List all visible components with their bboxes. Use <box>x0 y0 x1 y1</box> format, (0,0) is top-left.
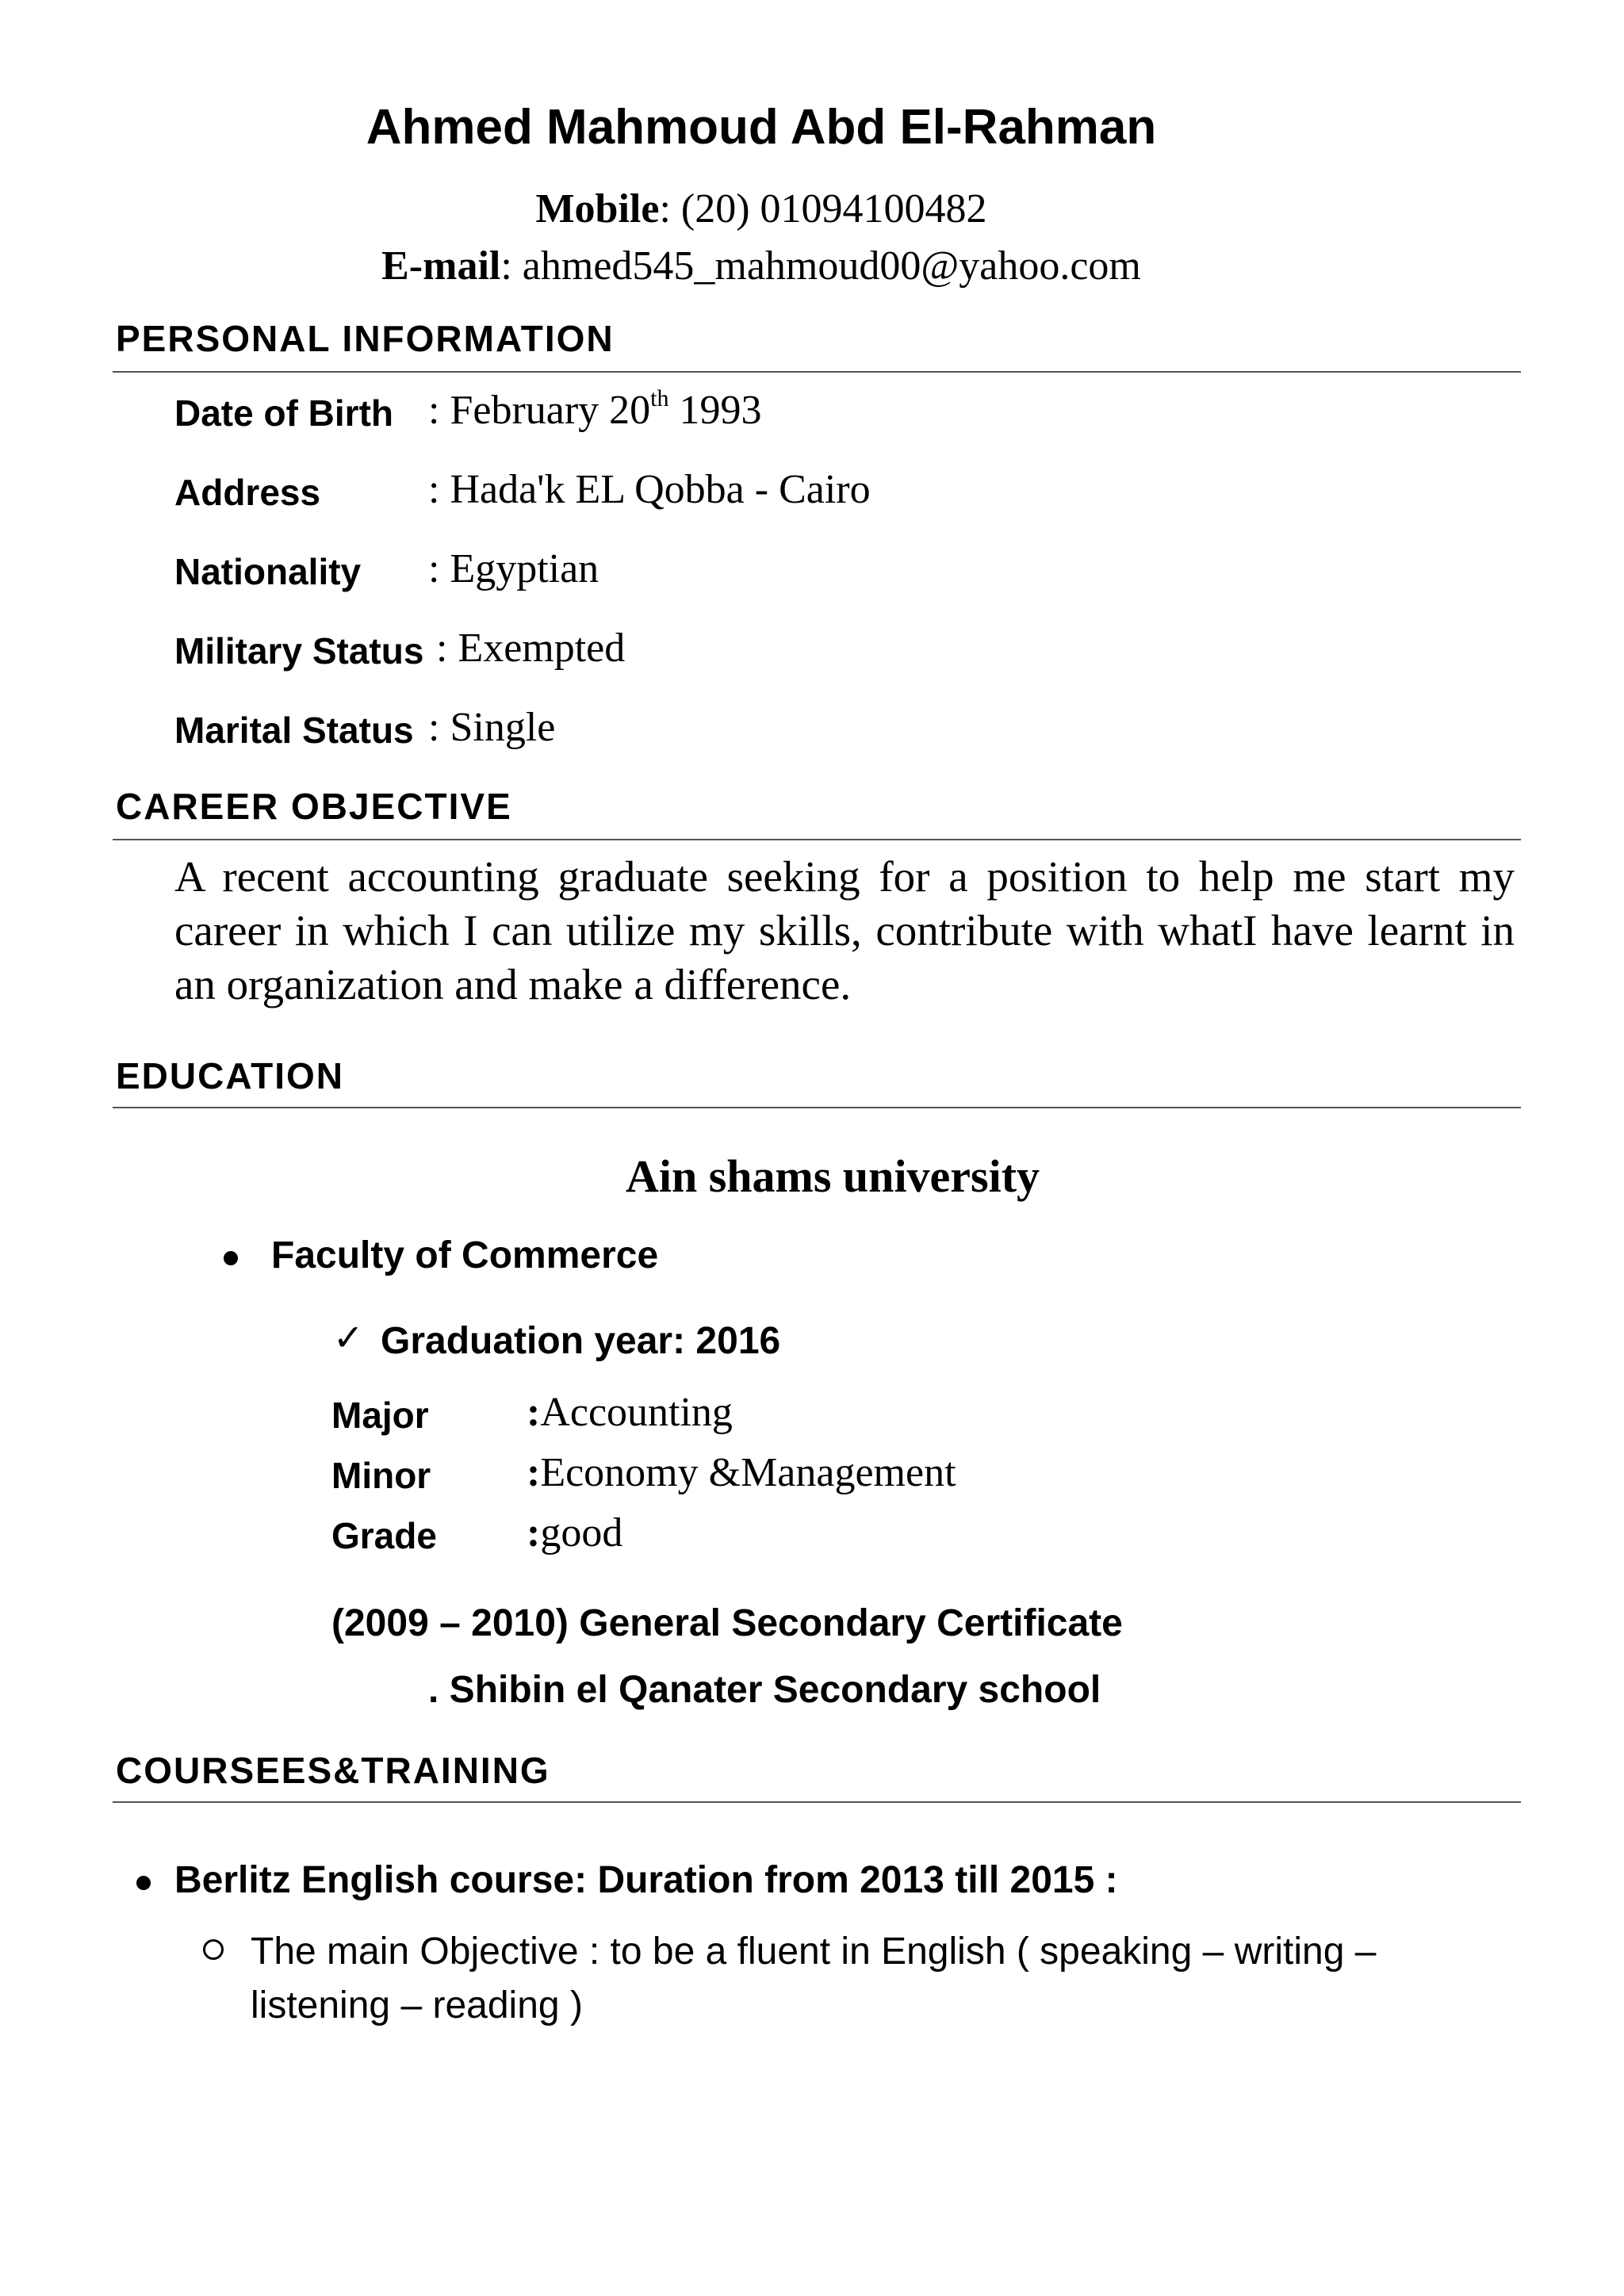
secondary-certificate: (2009 – 2010) General Secondary Certificate <box>331 1602 1123 1644</box>
bullet-icon <box>224 1251 238 1265</box>
email-label: E-mail <box>381 243 501 289</box>
course-detail: The main Objective : to be a fluent in English ( speaking – writing – listening – reading ) <box>251 1931 1377 2026</box>
faculty-name: Faculty of Commerce <box>271 1234 659 1276</box>
minor-value: :Economy &Management <box>527 1450 956 1495</box>
section-divider <box>113 371 1521 373</box>
address-value: : Hada'k EL Qobba - Cairo <box>428 467 871 512</box>
career-objective-heading: CAREER OBJECTIVE <box>116 786 512 827</box>
course-title: Berlitz English course: Duration from 2013 till 2015 : <box>174 1859 1118 1901</box>
mobile-line <box>0 186 1522 232</box>
bullet-icon <box>136 1876 151 1890</box>
university-name: Ain shams university <box>625 1150 1040 1202</box>
personal-info-heading: PERSONAL INFORMATION <box>116 318 615 359</box>
military-label: Military Status <box>174 630 424 672</box>
candidate-name: Ahmed Mahmoud Abd El-Rahman <box>366 100 1157 155</box>
section-divider <box>113 839 1521 840</box>
mobile-label: Mobile <box>535 186 660 232</box>
circle-bullet-icon <box>203 1939 224 1960</box>
email-value: : ahmed545_mahmoud00@yahoo.com <box>500 243 1141 289</box>
mobile-value: : (20) 01094100482 <box>659 186 987 232</box>
section-divider <box>113 1801 1521 1803</box>
grade-label: Grade <box>331 1515 437 1556</box>
objective-text: A recent accounting graduate seeking for a position to help me start my career in which I can utilize my skills, contribute with whatI have learnt in an organization and make a difference. <box>174 852 1515 1008</box>
minor-label: Minor <box>331 1455 431 1496</box>
email-line <box>0 243 1522 289</box>
address-label: Address <box>174 472 321 513</box>
grade-value: :good <box>527 1510 623 1556</box>
section-divider <box>113 1107 1521 1108</box>
education-heading: EDUCATION <box>116 1055 345 1096</box>
graduation-year: Graduation year: 2016 <box>381 1320 781 1362</box>
courses-heading: COURSEES&TRAINING <box>116 1750 550 1791</box>
major-label: Major <box>331 1395 429 1436</box>
check-icon: ✓ <box>333 1317 364 1358</box>
marital-label: Marital Status <box>174 710 414 751</box>
major-value: :Accounting <box>527 1390 733 1435</box>
secondary-school: . Shibin el Qanater Secondary school <box>428 1669 1101 1711</box>
marital-value: : Single <box>428 705 556 750</box>
dob-value: : February 20th 1993 <box>428 385 762 433</box>
dob-label: Date of Birth <box>174 392 393 434</box>
nationality-label: Nationality <box>174 551 362 592</box>
military-value: : Exempted <box>436 626 626 671</box>
nationality-value: : Egyptian <box>428 546 599 591</box>
